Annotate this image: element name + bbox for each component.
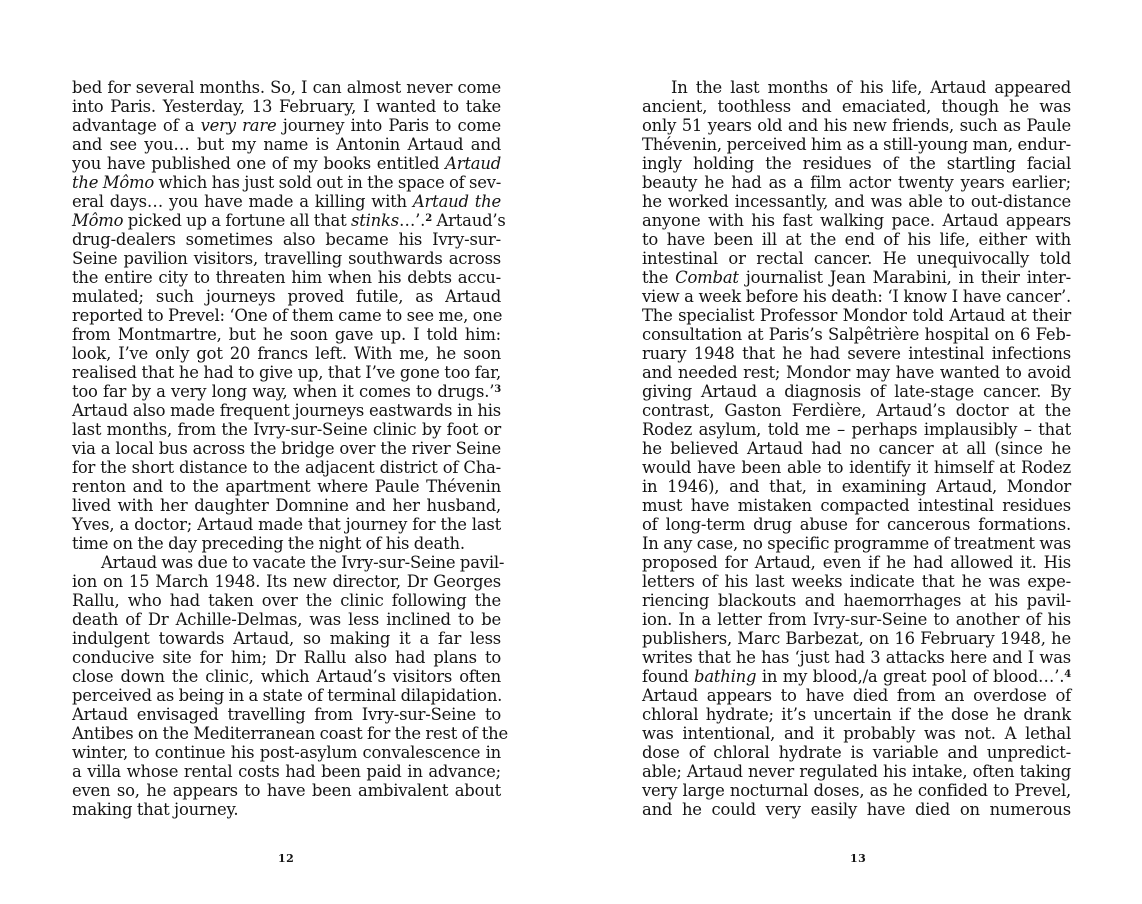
- text-line: [72, 553, 505, 572]
- text-line: [72, 97, 501, 116]
- text-span: Seine pavilion visitors, travelling southwards across: [72, 249, 501, 268]
- text-line: [72, 686, 501, 705]
- text-span: able; Artaud never regulated his intake, often taking: [642, 762, 1071, 781]
- text-span: writes that he has ‘just had 3 attacks here and I was: [642, 648, 1071, 667]
- text-span: he worked incessantly, and was able to out-distance: [642, 192, 1071, 211]
- text-span: very large nocturnal doses, as he confided to Prevel,: [642, 781, 1071, 800]
- text-line: [642, 154, 1071, 173]
- footnote-ref: 4: [1064, 669, 1071, 680]
- text-span: mulated; such journeys proved futile, as Artaud: [72, 287, 501, 306]
- italic-text: Artaud: [445, 154, 501, 173]
- text-span: contrast, Gaston Ferdière, Artaud’s doctor at the: [642, 401, 1071, 420]
- text-line: [72, 420, 501, 439]
- left-page-body-text: [72, 78, 508, 819]
- text-span: too far by a very long way, when it comes to drugs.’: [72, 382, 495, 401]
- text-span: and see you… but my name is Antonin Artaud and: [72, 135, 501, 154]
- right-page: [571, 0, 1142, 904]
- text-span: of long-term drug abuse for cancerous formations.: [642, 515, 1071, 534]
- text-span: perceived as being in a state of terminal dilapidation.: [72, 686, 503, 705]
- text-span: realised that he had to give up, that I’ve gone too far,: [72, 363, 501, 382]
- footnote-ref: 3: [494, 384, 501, 395]
- text-span: riencing blackouts and haemorrhages at his pavil-: [642, 591, 1071, 610]
- text-span: drug-dealers sometimes also became his Ivry-sur-: [72, 230, 501, 249]
- text-line: [642, 325, 1071, 344]
- text-span: in 1946), and that, in examining Artaud, Mondor: [642, 477, 1071, 496]
- text-span: conducive site for him; Dr Rallu also had plans to: [72, 648, 501, 667]
- text-span: and needed rest; Mondor may have wanted to avoid: [642, 363, 1071, 382]
- text-span: letters of his last weeks indicate that he was expe-: [642, 572, 1071, 591]
- text-line: [72, 743, 501, 762]
- text-span: Thévenin, perceived him as a still-young man, endur-: [642, 135, 1071, 154]
- text-span: chloral hydrate; it’s uncertain if the dose he drank: [642, 705, 1071, 724]
- text-line: [72, 724, 508, 743]
- text-span: found: [642, 667, 695, 686]
- text-line: [72, 173, 501, 192]
- text-span: Antibes on the Mediterranean coast for the rest of the: [72, 724, 508, 743]
- text-span: publishers, Marc Barbezat, on 16 February 1948, he: [642, 629, 1071, 648]
- text-span: a villa whose rental costs had been paid in advance;: [72, 762, 501, 781]
- text-span: lived with her daughter Domnine and her husband,: [72, 496, 501, 515]
- text-line: [642, 401, 1071, 420]
- text-span: bed for several months. So, I can almost never come: [72, 78, 501, 97]
- text-line: [72, 230, 501, 249]
- italic-text: Combat: [675, 268, 739, 287]
- text-line: [72, 192, 501, 211]
- text-span: Artaud appears to have died from an overdose of: [642, 686, 1071, 705]
- text-span: journalist Jean Marabini, in their inter-: [738, 268, 1071, 287]
- text-line: [642, 268, 1071, 287]
- text-line: [642, 78, 1071, 97]
- text-span: ion on 15 March 1948. Its new director, Dr Georges: [72, 572, 501, 591]
- text-line: [642, 534, 1071, 553]
- text-line: [72, 667, 501, 686]
- text-line: [642, 344, 1071, 363]
- italic-text: the Mômo: [72, 173, 155, 192]
- text-line: [72, 325, 501, 344]
- text-span: only 51 years old and his new friends, such as Paule: [642, 116, 1071, 135]
- text-span: ruary 1948 that he had severe intestinal infections: [642, 344, 1071, 363]
- text-line: [642, 629, 1071, 648]
- text-line: [72, 515, 501, 534]
- text-line: [72, 781, 501, 800]
- text-span: close down the clinic, which Artaud’s visitors often: [72, 667, 501, 686]
- text-span: must have mistaken compacted intestinal residues: [642, 496, 1071, 515]
- text-span: even so, he appears to have been ambivalent about: [72, 781, 501, 800]
- text-line: [642, 477, 1071, 496]
- text-line: [642, 439, 1071, 458]
- text-line: [72, 116, 501, 135]
- text-line: [642, 363, 1071, 382]
- text-span: reported to Prevel: ‘One of them came to see me, one: [72, 306, 503, 325]
- text-line: [642, 781, 1071, 800]
- text-line: [72, 477, 501, 496]
- text-span: and he could very easily have died on numerous: [642, 800, 1071, 819]
- text-span: you have published one of my books entitled: [72, 154, 446, 173]
- text-span: view a week before his death: ‘I know I have cancer’.: [642, 287, 1071, 306]
- text-span: Artaud was due to vacate the Ivry-sur-Seine pavil-: [101, 553, 505, 572]
- text-span: the: [642, 268, 676, 287]
- text-span: he believed Artaud had no cancer at all (since he: [642, 439, 1071, 458]
- text-span: Artaud envisaged travelling from Ivry-sur-Seine to: [72, 705, 501, 724]
- text-span: intestinal or rectal cancer. He unequivocally told: [642, 249, 1071, 268]
- text-line: [642, 572, 1071, 591]
- text-line: [642, 382, 1071, 401]
- text-line: [72, 610, 501, 629]
- text-line: [72, 249, 501, 268]
- text-span: for the short distance to the adjacent district of Cha-: [72, 458, 501, 477]
- text-line: [72, 363, 501, 382]
- text-span: Artaud also made frequent journeys eastwards in his: [72, 401, 501, 420]
- text-line: [642, 667, 1071, 686]
- text-span: from Montmartre, but he soon gave up. I told him:: [72, 325, 501, 344]
- text-span: proposed for Artaud, even if he had allowed it. His: [642, 553, 1071, 572]
- text-line: [642, 515, 1071, 534]
- text-line: [642, 553, 1071, 572]
- text-line: [642, 135, 1071, 154]
- text-span: which has just sold out in the space of sev-: [154, 173, 502, 192]
- text-span: Rallu, who had taken over the clinic following the: [72, 591, 501, 610]
- text-line: [72, 439, 501, 458]
- italic-text: Mômo: [72, 211, 124, 230]
- text-line: [72, 629, 501, 648]
- text-span: The specialist Professor Mondor told Artaud at their: [642, 306, 1071, 325]
- text-span: ancient, toothless and emaciated, though he was: [642, 97, 1071, 116]
- text-line: [642, 724, 1071, 743]
- text-line: [72, 800, 501, 819]
- text-span: was intentional, and it probably was not. A lethal: [642, 724, 1071, 743]
- text-span: eral days… you have made a killing with: [72, 192, 413, 211]
- text-line: [642, 458, 1071, 477]
- text-line: [642, 306, 1071, 325]
- text-line: [642, 496, 1071, 515]
- text-line: [72, 762, 501, 781]
- italic-text: bathing: [694, 667, 757, 686]
- text-span: giving Artaud a diagnosis of late-stage cancer. By: [642, 382, 1071, 401]
- text-span: via a local bus across the bridge over the river Seine: [72, 439, 501, 458]
- text-span: indulgent towards Artaud, so making it a far less: [72, 629, 501, 648]
- text-span: the entire city to threaten him when his debts accu-: [72, 268, 501, 287]
- text-span: In any case, no specific programme of treatment was: [642, 534, 1071, 553]
- text-span: to have been ill at the end of his life, either with: [642, 230, 1071, 249]
- text-span: ion. In a letter from Ivry-sur-Seine to another of his: [642, 610, 1071, 629]
- text-line: [642, 287, 1071, 306]
- text-line: [642, 420, 1071, 439]
- text-span: Artaud’s: [431, 211, 506, 230]
- text-line: [642, 743, 1071, 762]
- text-line: [642, 249, 1071, 268]
- text-span: dose of chloral hydrate is variable and unpredict-: [642, 743, 1071, 762]
- text-span: in my blood,/a great pool of blood…’.: [756, 667, 1065, 686]
- text-line: [72, 211, 506, 230]
- text-span: anyone with his fast walking pace. Artaud appears: [642, 211, 1071, 230]
- italic-text: stinks: [351, 211, 399, 230]
- text-span: beauty he had as a film actor twenty years earlier;: [642, 173, 1071, 192]
- text-line: [642, 116, 1071, 135]
- text-line: [72, 135, 501, 154]
- text-line: [72, 382, 501, 401]
- text-span: Yves, a doctor; Artaud made that journey for the last: [72, 515, 501, 534]
- text-span: last months, from the Ivry-sur-Seine clinic by foot or: [72, 420, 501, 439]
- text-line: [72, 268, 501, 287]
- text-line: [642, 705, 1071, 724]
- text-line: [72, 344, 501, 363]
- text-line: [642, 211, 1071, 230]
- text-span: ingly holding the residues of the startling facial: [642, 154, 1071, 173]
- text-line: [642, 192, 1071, 211]
- text-line: [72, 154, 501, 173]
- text-span: winter, to continue his post-asylum convalescence in: [72, 743, 501, 762]
- text-line: [642, 230, 1071, 249]
- right-page-body-text: [642, 78, 1071, 819]
- text-span: would have been able to identify it himself at Rodez: [642, 458, 1071, 477]
- text-line: [72, 591, 501, 610]
- text-span: In the last months of his life, Artaud appeared: [671, 78, 1071, 97]
- text-line: [642, 648, 1071, 667]
- text-span: Rodez asylum, told me – perhaps implausibly – that: [642, 420, 1071, 439]
- text-line: [72, 401, 501, 420]
- italic-text: Artaud the: [412, 192, 502, 211]
- text-line: [642, 97, 1071, 116]
- right-page-number: 13: [850, 852, 867, 865]
- text-span: picked up a fortune all that: [123, 211, 352, 230]
- text-span: death of Dr Achille-Delmas, was less inclined to be: [72, 610, 501, 629]
- italic-text: very rare: [200, 116, 277, 135]
- text-span: into Paris. Yesterday, 13 February, I wanted to take: [72, 97, 501, 116]
- text-line: [72, 648, 501, 667]
- text-line: [72, 534, 501, 553]
- text-line: [642, 800, 1071, 819]
- text-span: …’.: [398, 211, 426, 230]
- text-span: time on the day preceding the night of his death.: [72, 534, 465, 553]
- text-span: renton and to the apartment where Paule Thévenin: [72, 477, 501, 496]
- text-line: [72, 572, 501, 591]
- text-line: [72, 78, 501, 97]
- text-line: [72, 496, 501, 515]
- text-line: [642, 686, 1071, 705]
- footnote-ref: 2: [425, 213, 432, 224]
- text-span: making that journey.: [72, 800, 239, 819]
- text-line: [642, 762, 1071, 781]
- text-line: [72, 287, 501, 306]
- left-page-number: 12: [278, 852, 295, 865]
- text-line: [72, 458, 501, 477]
- text-line: [72, 705, 501, 724]
- text-span: consultation at Paris’s Salpêtrière hospital on 6 Feb-: [642, 325, 1071, 344]
- text-line: [642, 610, 1071, 629]
- text-span: journey into Paris to come: [276, 116, 502, 135]
- text-span: advantage of a: [72, 116, 201, 135]
- text-line: [642, 591, 1071, 610]
- text-line: [72, 306, 501, 325]
- text-line: [642, 173, 1071, 192]
- text-span: look, I’ve only got 20 francs left. With me, he soon: [72, 344, 501, 363]
